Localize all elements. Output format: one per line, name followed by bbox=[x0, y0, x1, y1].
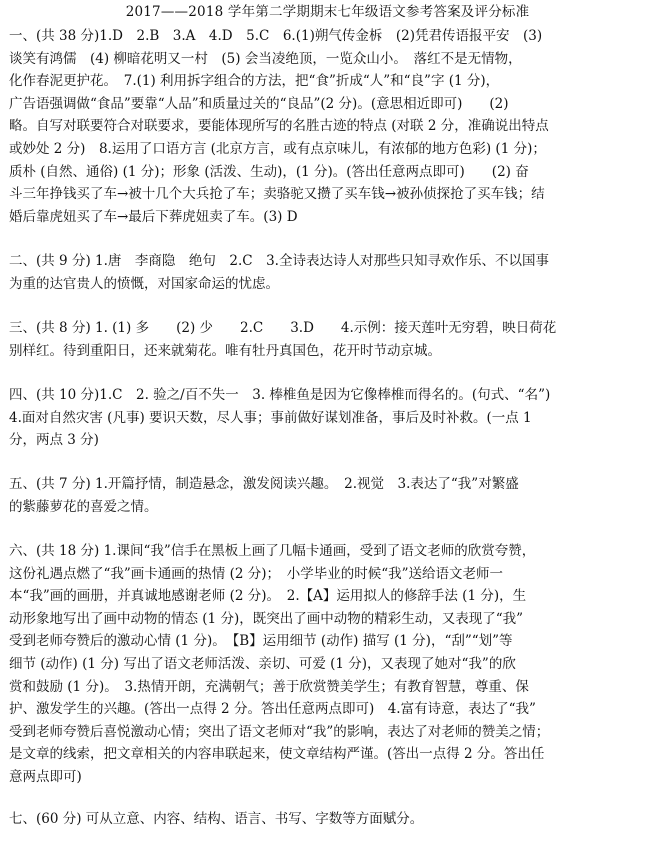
text-line: 细节 (动作) (1 分) 写出了语文老师活泼、亲切、可爱 (1 分)，又表现了她对“我”的欣 bbox=[9, 655, 516, 672]
text-line: 是文章的线索，把文章相关的内容串联起来，使文章结构严谨。(答出一点得 2 分。答出任 bbox=[9, 746, 545, 763]
text-line: 六、(共 18 分) 1.课间“我”信手在黑板上画了几幅卡通画，受到了语文老师的欣赏夸赞， bbox=[9, 543, 536, 559]
text-line: 受到老师夸赞后的激动心情 (1 分)。 【B】运用细节 (动作) 描写 (1 分)，“刮”“划”等 bbox=[9, 633, 513, 650]
section-1 bbox=[9, 25, 649, 228]
text-line: 意两点即可) bbox=[9, 768, 82, 785]
text-line: 婚后靠虎妞买了车→最后下葬虎妞卖了车。(3) D bbox=[9, 208, 298, 225]
section-3 bbox=[9, 317, 649, 362]
section-4 bbox=[9, 384, 649, 452]
section-7 bbox=[9, 808, 649, 831]
text-line: 赏和鼓励 (1 分)。 3.热情开朗，充满朝气；善于欣赏赞美学生；有教育智慧，尊重、保 bbox=[9, 678, 529, 695]
text-line: 别样红。待到重阳日，还来就菊花。唯有牡丹真国色，花开时节动京城。 bbox=[9, 342, 441, 359]
text-line: 二、(共 9 分) 1.唐 李商隐 绝句 2.C 3.全诗表达诗人对那些只知寻欢作乐、不以国事 bbox=[9, 253, 549, 269]
text-line: 本“我”画的画册，并真诚地感谢老师 (2 分)。 2.【A】运用拟人的修辞手法 (1 分)，生 bbox=[9, 588, 527, 605]
text-line: 受到老师夸赞后喜悦激动心情；突出了语文老师对“我”的影响，表达了对老师的赞美之情； bbox=[9, 723, 550, 740]
section-6 bbox=[9, 540, 649, 789]
text-line: 四、(共 10 分)1.C 2. 验之/百不失一 3. 棒椎鱼是因为它像棒椎而得名的。(句式、“名”) bbox=[9, 387, 551, 403]
text-line: 分，两点 3 分) bbox=[9, 432, 99, 449]
section-2 bbox=[9, 250, 649, 295]
text-line: 化作春泥更护花。 7.(1) 利用拆字组合的方法，把“食”折成“人”和“良”字 (1 分)， bbox=[9, 73, 500, 90]
text-line: 五、(共 7 分) 1.开篇抒情，制造悬念，激发阅读兴趣。 2.视觉 3.表达了“我”对繁盛 bbox=[9, 476, 519, 492]
text-line: 动形象地写出了画中动物的情态 (1 分)，既突出了画中动物的精彩生动，又表现了“我” bbox=[9, 610, 524, 627]
text-line: 三、(共 8 分) 1. (1) 多 (2) 少 2.C 3.D 4.示例：接天莲叶无穷碧，映日荷花 bbox=[9, 320, 557, 336]
document-title: 2017——2018 学年第二学期期末七年级语文参考答案及评分标准 bbox=[125, 4, 530, 20]
text-line: 的紫藤萝花的喜爱之情。 bbox=[9, 498, 158, 515]
text-line: 护、激发学生的兴趣。(答出一点得 2 分。答出任意两点即可) 4.富有诗意，表达了“我” bbox=[9, 701, 536, 718]
text-line: 谈笑有鸿儒 (4) 柳暗花明又一村 (5) 会当凌绝顶，一览众山小。 落红不是无情物， bbox=[9, 50, 522, 67]
text-line: 斗三年挣钱买了车→被十几个大兵抢了车；卖骆驼又攒了买车钱→被孙侦探抢了买车钱；结 bbox=[9, 186, 545, 203]
text-line: 一、(共 38 分)1.D 2.B 3.A 4.D 5.C 6.(1)朔气传金柝 (2)凭君传语报平安 (3) bbox=[9, 28, 543, 44]
text-line: 质朴 (自然、通俗) (1 分)；形象 (活泼、生动)，(1 分)。(答出任意两点即可) (2) 奋 bbox=[9, 163, 529, 180]
text-line: 或妙处 2 分) 8.运用了口语方言 (北京方言，或有点京味儿，有浓郁的地方色彩) (1 分)； bbox=[9, 140, 546, 157]
section-5 bbox=[9, 473, 649, 518]
text-line: 广告语强调做“食品”要靠“人品”和质量过关的“良品”(2 分)。(意思相近即可) (2) bbox=[9, 95, 509, 112]
text-line: 略。自写对联要符合对联要求，要能体现所写的名胜古迹的特点 (对联 2 分，准确说出特点 bbox=[9, 118, 549, 135]
text-line: 七、(60 分) 可从立意、内容、结构、语言、书写、字数等方面赋分。 bbox=[9, 811, 424, 827]
text-line: 为重的达官贵人的愤慨，对国家命运的忧虑。 bbox=[9, 275, 279, 292]
text-line: 4.面对自然灾害 (凡事) 要识天数，尽人事；事前做好谋划准备，事后及时补救。(一点 1 bbox=[9, 409, 532, 426]
text-line: 这份礼遇点燃了“我”画卡通画的热情 (2 分)； 小学毕业的时候“我”送给语文老师一 bbox=[9, 565, 504, 582]
